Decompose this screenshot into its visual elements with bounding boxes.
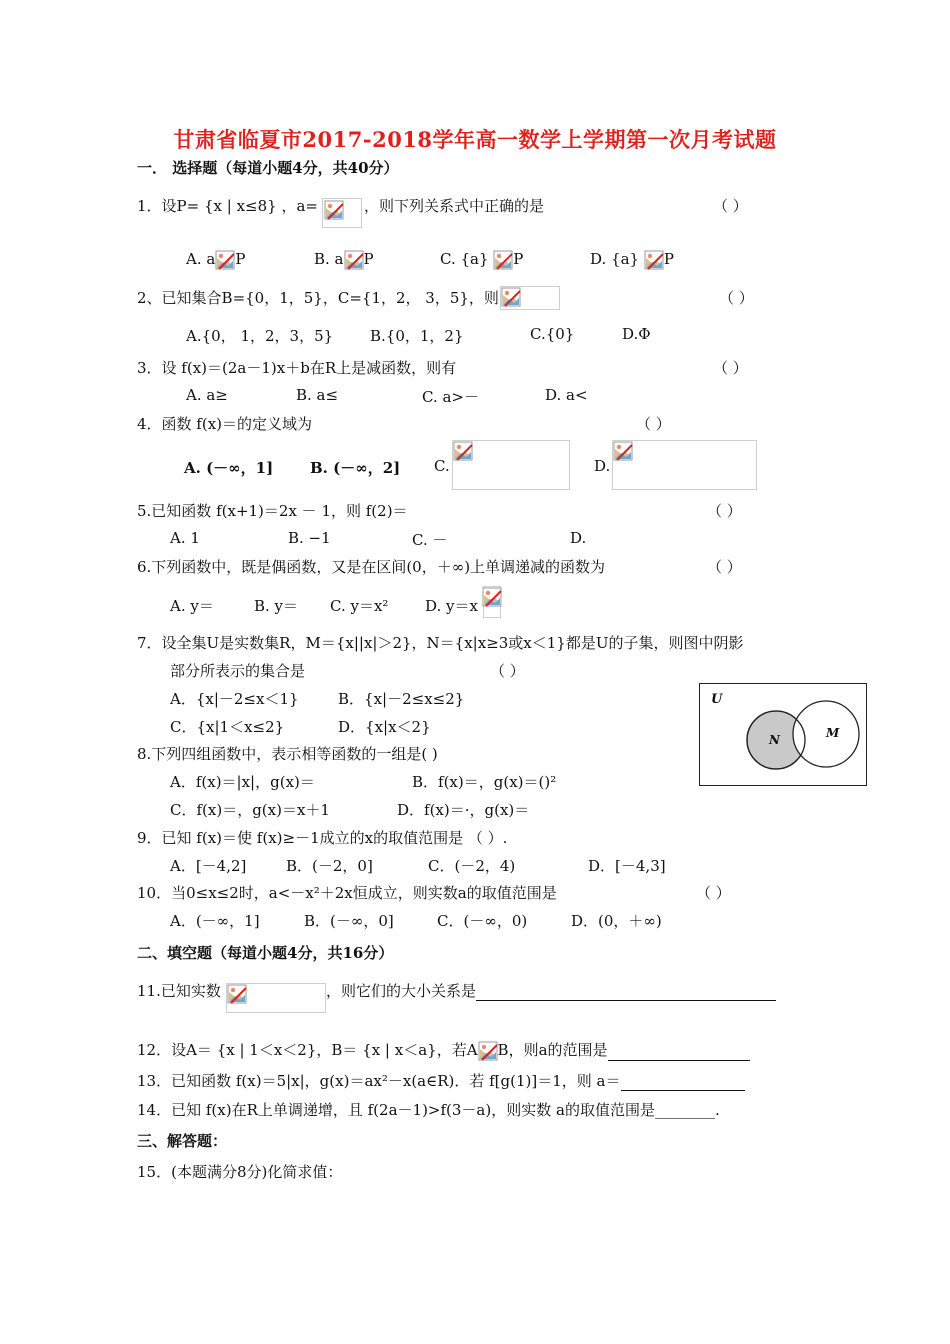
q6-option-a: A. y＝ bbox=[170, 597, 214, 615]
q5-option-d: D. bbox=[570, 529, 587, 547]
q2-formula-placeholder bbox=[500, 286, 560, 310]
q7-answer-paren: （ ） bbox=[490, 662, 525, 680]
q8-option-b: B．f(x)＝，g(x)＝()² bbox=[412, 773, 557, 791]
venn-diagram bbox=[699, 683, 867, 786]
q12-stem-a: 12．设A＝ {x | 1＜x＜2}，B＝ {x | x＜a}，若A bbox=[137, 1041, 478, 1059]
q2-answer-paren: （ ） bbox=[719, 289, 754, 307]
venn-diagram-svg bbox=[700, 684, 866, 785]
q3-answer-paren: （ ） bbox=[713, 359, 748, 377]
q2-option-d: D.Φ bbox=[622, 325, 651, 343]
q1-option-a-tail: P bbox=[235, 250, 246, 268]
q11-formula-placeholder bbox=[226, 983, 326, 1013]
q14-stem: 14．已知 f(x)在R上单调递增，且 f(2a－1)>f(3－a)，则实数 a的取值范围是________. bbox=[137, 1101, 720, 1119]
q11-stem-b bbox=[326, 980, 776, 1001]
broken-image-icon bbox=[613, 441, 633, 461]
q10-option-d: D．(0，＋∞) bbox=[571, 912, 662, 930]
q11-answer-blank[interactable] bbox=[476, 985, 776, 1001]
q2-stem: 2、已知集合B={0，1，5}，C={1，2， 3，5}，则 bbox=[137, 289, 499, 307]
q6-option-b: B. y＝ bbox=[254, 597, 299, 615]
q11-stem-a: 11.已知实数 bbox=[137, 982, 221, 1000]
q6-option-d: D. y＝x bbox=[425, 597, 478, 615]
q4-option-d-formula bbox=[612, 440, 757, 490]
broken-image-icon bbox=[453, 441, 473, 461]
q7-option-d: D．{x|x＜2} bbox=[338, 718, 431, 736]
broken-image-icon bbox=[227, 984, 247, 1004]
q2-option-b: B.{0，1，2} bbox=[370, 327, 464, 345]
q1-option-b-tail: P bbox=[363, 250, 374, 268]
section-choice-heading: 一． 选择题（每道小题4分，共40分） bbox=[137, 159, 399, 177]
q1-option-c-tail: P bbox=[513, 250, 524, 268]
broken-image-icon bbox=[501, 287, 521, 307]
section-solve-heading: 三、解答题： bbox=[137, 1132, 228, 1150]
q2-option-a: A.{0， 1，2，3，5} bbox=[186, 327, 334, 345]
q4-stem: 4．函数 f(x)＝的定义域为 bbox=[137, 415, 313, 433]
q9-option-b: B．(－2，0] bbox=[286, 857, 373, 875]
q5-option-c: C. － bbox=[412, 531, 448, 549]
q6-option-c: C. y＝x² bbox=[330, 597, 389, 615]
q1-stem-b: ，则下列关系式中正确的是 bbox=[364, 197, 545, 215]
q1-option-c bbox=[440, 250, 523, 270]
q7-stem-line2: 部分所表示的集合是 bbox=[170, 662, 306, 680]
q3-option-a: A. a≥ bbox=[186, 386, 228, 404]
q1-option-d-text: D. {a} bbox=[590, 250, 640, 268]
q10-option-b: B．(－∞，0] bbox=[304, 912, 394, 930]
q3-option-c: C. a>－ bbox=[422, 388, 479, 406]
q6-stem: 6.下列函数中，既是偶函数，又是在区间(0，＋∞)上单调递减的函数为 bbox=[137, 558, 606, 576]
question-12 bbox=[137, 1039, 750, 1061]
q12-stem-b: B，则a的范围是 bbox=[497, 1041, 608, 1059]
q15-stem: 15．(本题满分8分)化简求值： bbox=[137, 1163, 343, 1181]
q4-option-c: C. bbox=[434, 457, 450, 475]
q8-option-a: A．f(x)＝|x|，g(x)＝ bbox=[170, 773, 315, 791]
q1-option-a bbox=[186, 250, 245, 270]
broken-image-icon bbox=[344, 250, 364, 270]
q7-option-a: A．{x|－2≤x＜1} bbox=[170, 690, 299, 708]
q6-answer-paren: （ ） bbox=[707, 558, 742, 576]
question-1 bbox=[137, 195, 318, 216]
q4-option-c-formula bbox=[452, 440, 570, 490]
q4-option-a: A. (－∞，1] bbox=[184, 459, 274, 477]
q1-stem-a: 1．设P= {x | x≤8} ，a= bbox=[137, 197, 318, 215]
q13-stem: 13．已知函数 f(x)＝5|x|，g(x)＝ax²－x(a∈R)．若 f[g(1)]＝1，则 a＝ bbox=[137, 1072, 621, 1090]
q7-option-b: B．{x|－2≤x≤2} bbox=[338, 690, 465, 708]
q7-option-c: C．{x|1＜x≤2} bbox=[170, 718, 285, 736]
q1-answer-paren: （ ） bbox=[713, 197, 748, 215]
q9-option-a: A．[－4,2] bbox=[170, 857, 247, 875]
q12-answer-blank[interactable] bbox=[608, 1045, 750, 1061]
broken-image-icon bbox=[482, 587, 502, 607]
q1-option-d bbox=[590, 250, 674, 270]
q11-stem-b-text: ，则它们的大小关系是 bbox=[326, 982, 477, 1000]
broken-image-icon bbox=[644, 250, 664, 270]
venn-label-u: U bbox=[711, 692, 723, 707]
q3-option-b: B. a≤ bbox=[296, 386, 339, 404]
q4-option-d: D. bbox=[594, 457, 611, 475]
q10-option-c: C．(－∞，0) bbox=[437, 912, 528, 930]
q9-option-d: D．[－4,3] bbox=[588, 857, 666, 875]
q1-option-b bbox=[314, 250, 374, 270]
venn-label-m: M bbox=[826, 726, 840, 740]
q10-stem: 10．当0≤x≤2时，a<－x²＋2x恒成立，则实数a的取值范围是 bbox=[137, 884, 557, 902]
section-fill-heading: 二、填空题（每道小题4分，共16分） bbox=[137, 944, 394, 962]
q13-answer-blank[interactable] bbox=[621, 1075, 745, 1091]
venn-label-n: N bbox=[769, 733, 780, 747]
q5-answer-paren: （ ） bbox=[707, 502, 742, 520]
q1-option-c-text: C. {a} bbox=[440, 250, 489, 268]
q3-stem: 3．设 f(x)＝(2a－1)x＋b在R上是减函数，则有 bbox=[137, 359, 457, 377]
broken-image-icon bbox=[493, 250, 513, 270]
q9-stem: 9．已知 f(x)＝使 f(x)≥－1成立的x的取值范围是 （ ）. bbox=[137, 829, 508, 847]
q2-option-c: C.{0} bbox=[530, 325, 575, 343]
broken-image-icon bbox=[215, 250, 235, 270]
q1-option-b-text: B. a bbox=[314, 250, 344, 268]
q1-option-d-tail: P bbox=[663, 250, 674, 268]
q7-stem-line1: 7．设全集U是实数集R，M＝{x||x|＞2}，N＝{x|x≥3或x＜1}都是U的子集，则图中阴影 bbox=[137, 634, 744, 652]
q5-stem: 5.已知函数 f(x+1)＝2x － 1，则 f(2)＝ bbox=[137, 502, 408, 520]
q9-option-c: C．(－2，4) bbox=[428, 857, 516, 875]
q5-option-a: A. 1 bbox=[170, 529, 200, 547]
q4-option-b: B. (－∞，2] bbox=[310, 459, 401, 477]
q6-option-d-formula bbox=[483, 586, 501, 618]
q10-answer-paren: （ ） bbox=[696, 884, 731, 902]
q8-stem: 8.下列四组函数中，表示相等函数的一组是( ) bbox=[137, 745, 438, 763]
page-title: 甘肃省临夏市2017-2018学年高一数学上学期第一次月考试题 bbox=[173, 127, 777, 152]
q8-option-c: C．f(x)＝，g(x)＝x＋1 bbox=[170, 801, 330, 819]
q5-option-b: B. −1 bbox=[288, 529, 331, 547]
q3-option-d: D. a< bbox=[545, 386, 588, 404]
q10-option-a: A．(－∞，1] bbox=[170, 912, 260, 930]
question-13 bbox=[137, 1070, 745, 1091]
q1-formula-placeholder bbox=[322, 198, 362, 228]
broken-image-icon bbox=[324, 200, 344, 220]
broken-image-icon bbox=[478, 1041, 498, 1061]
q4-answer-paren: （ ） bbox=[636, 415, 671, 433]
q1-option-a-text: A. a bbox=[186, 250, 216, 268]
q8-option-d: D．f(x)＝·，g(x)＝ bbox=[397, 801, 530, 819]
